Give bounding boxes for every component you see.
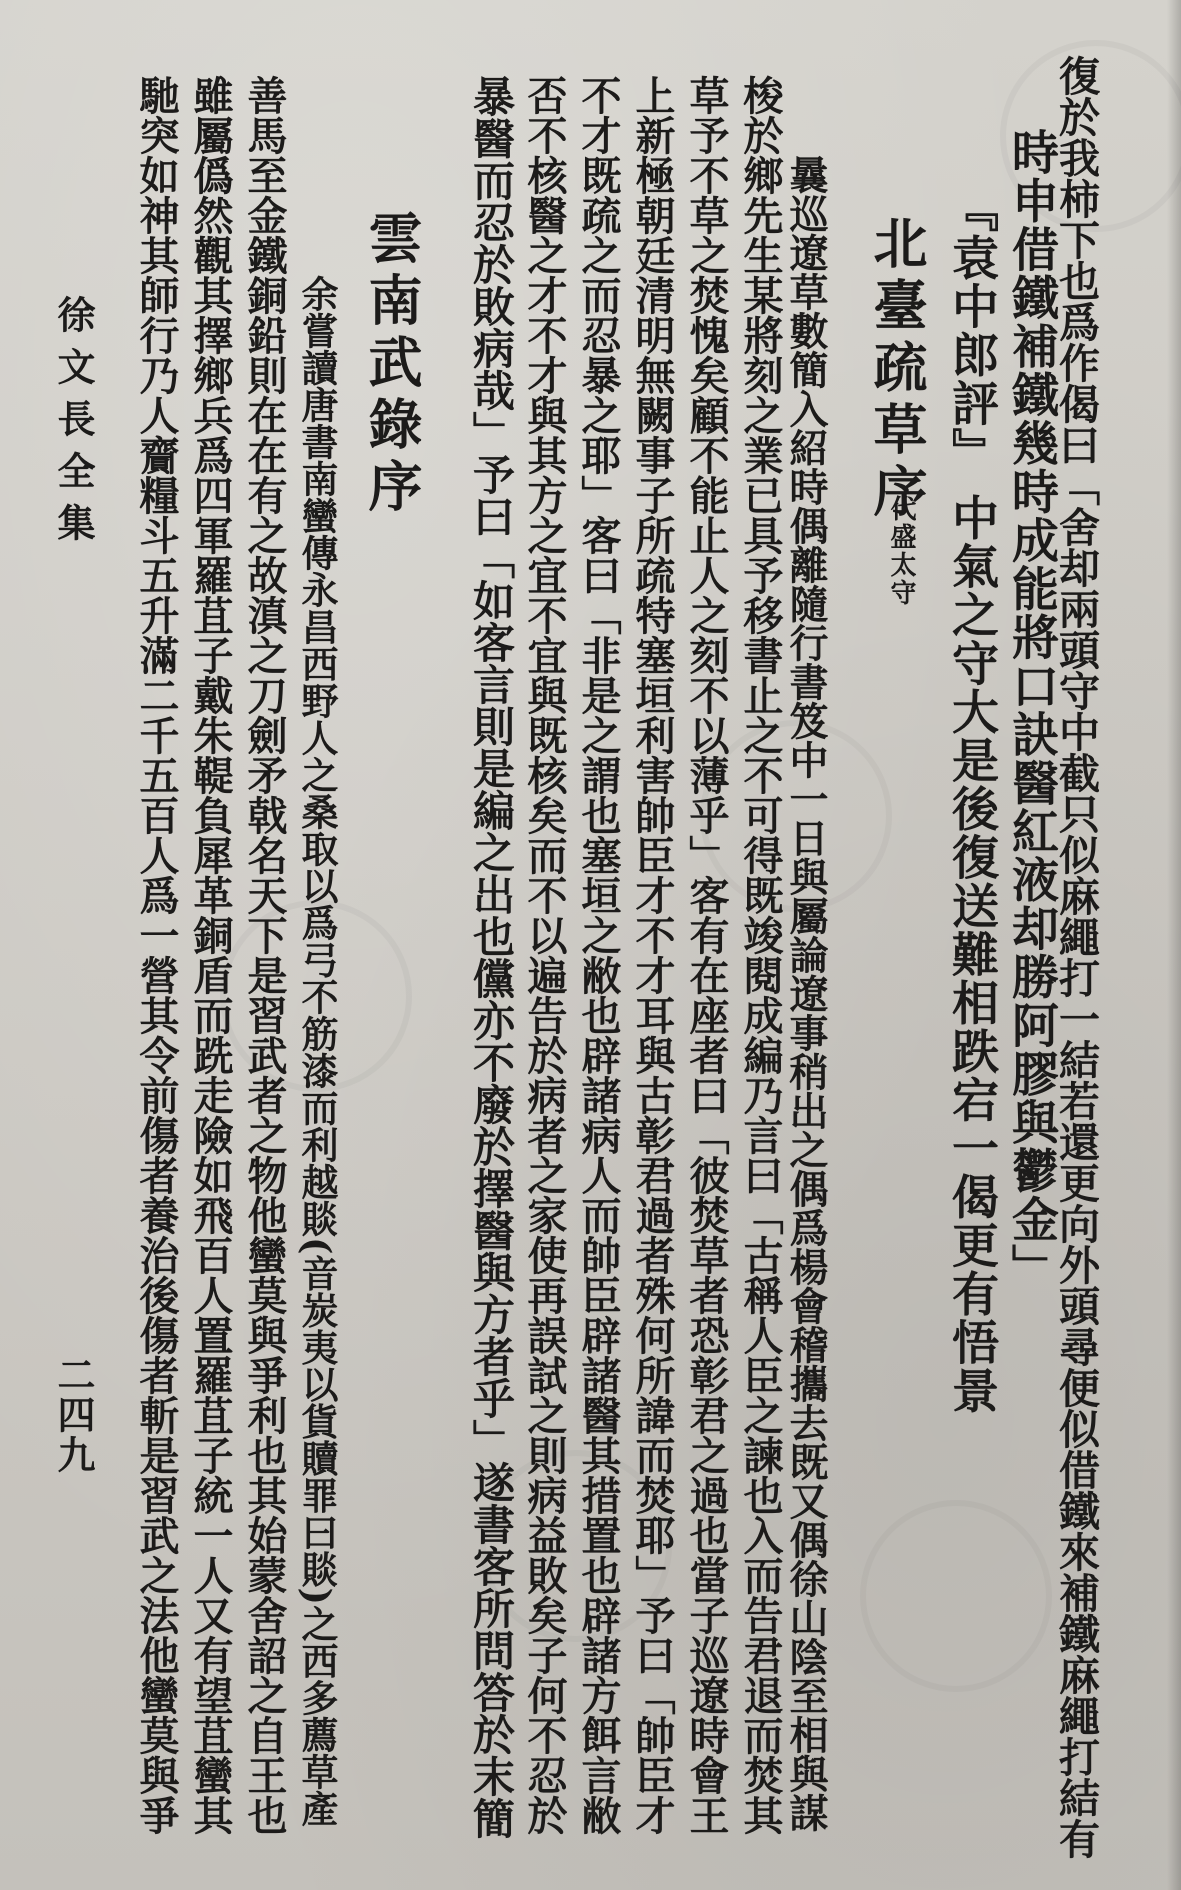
text-column: 善馬至金鐵銅鉛則在在有之故滇之刀劍矛戟名天下是習武者之物他蠻莫與爭利也其始蒙舍詔之自王也 xyxy=(241,75,288,1835)
library-watermark-stamp xyxy=(860,1500,1052,1692)
section-title: 雲南武錄序 xyxy=(360,210,424,520)
page-number: 二四九 xyxy=(51,1355,96,1475)
text-column: 『袁中郎評』 中氣之守大是後復送難相跌宕一偈更有悟景 xyxy=(944,185,999,1416)
text-column: 不才既疏之而忍暴之耶」客曰「非是之謂也塞垣之敝也辟諸病人而帥臣辟諸醫其措置也辟諸方餌言敝 xyxy=(575,75,622,1835)
text-column: 雖屬僞然觀其擇鄉兵爲四軍羅苴子戴朱鞮負犀革銅盾而跣走險如飛百人置羅苴子統一人又有望苴蠻其 xyxy=(187,75,234,1835)
text-column: 否不核醫之才不才與其方之宜不宜與既核矣而不以遍告於病者之家使再誤試之則病益敗矣子何不忍於 xyxy=(521,75,568,1835)
text-column: 暴醫而忍於敗病哉」予曰「如客言則是編之出也儻亦不廢於擇醫與方者乎」遂書客所問答於末簡 xyxy=(467,75,516,1839)
text-column: 草予不草之焚愧矣顧不能止人之刻不以薄乎」客有在座者曰「彼焚草者恐彰君之過也當子巡遼時會王 xyxy=(683,75,730,1835)
section-subtitle: 代盛太守 xyxy=(886,495,916,607)
text-column: 上新極朝廷清明無闕事子所疏特塞垣利害帥臣才不才耳與古彰君過者殊何所諱而焚耶」予曰「帥臣才 xyxy=(629,75,676,1835)
text-column: 曩巡遼草數簡入紹時偶離隨行書笈中一日與屬論遼事稍出之偶爲楊會稽攜去既又偶徐山陰至相與謀 xyxy=(783,155,829,1832)
text-column: 復於我柿下也爲作偈曰「舍却兩頭守中截只似麻繩打一結若還更向外頭尋便似借鐵來補鐵麻繩打結有 xyxy=(1052,55,1100,1859)
text-column: 時申借鐵補鐵幾時成能將口訣醫紅液却勝阿膠與鬱金」 xyxy=(1004,128,1059,1292)
text-column: 余嘗讀唐書南蠻傳永昌西野人之桑取以爲弓不筋漆而利越賧(音炭夷以貨贖罪曰賧)之西多薦草產 xyxy=(295,275,339,1828)
text-column: 梭於鄉先生某將刻之業已具予移書止之不可得既竣閱成編乃言曰「古稱人臣之諫也入而告君退而焚其 xyxy=(737,75,784,1835)
section-title: 北臺疏草序 xyxy=(865,215,929,525)
text-column: 馳突如神其師行乃人齎糧斗五升滿二千五百人爲一營其令前傷者養治後傷者斬是習武之法他蠻莫與爭 xyxy=(133,75,180,1835)
book-title-header: 徐文長全集 xyxy=(51,295,96,555)
